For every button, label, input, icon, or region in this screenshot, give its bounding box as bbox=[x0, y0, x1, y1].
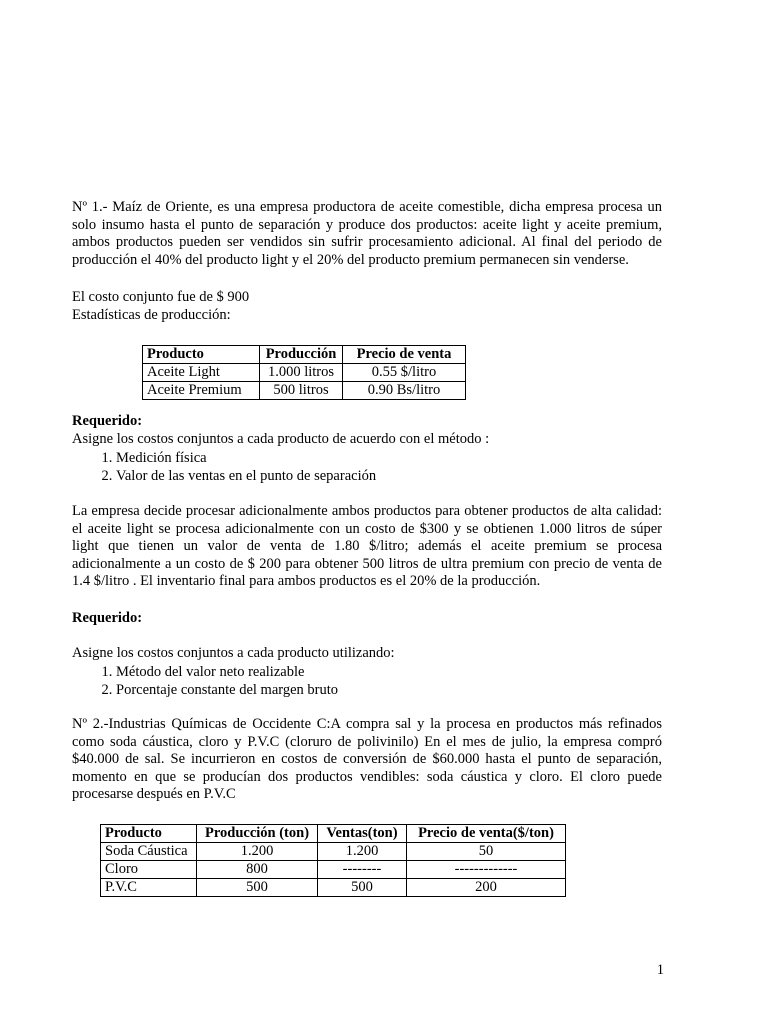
table-row bbox=[101, 843, 566, 861]
list-item: 1. Método del valor neto realizable bbox=[116, 663, 338, 681]
required-instruction-1: Asigne los costos conjuntos a cada producto de acuerdo con el método : bbox=[72, 431, 490, 447]
table-cell: 500 bbox=[318, 879, 407, 897]
table-header: Producto bbox=[143, 346, 260, 364]
table-header: Ventas(ton) bbox=[318, 825, 407, 843]
table-cell: 1.200 bbox=[318, 843, 407, 861]
production-stats-label: Estadísticas de producción: bbox=[72, 307, 231, 323]
table-cell: 1.200 bbox=[197, 843, 318, 861]
table-row bbox=[143, 364, 466, 382]
required-heading-2: Requerido: bbox=[72, 610, 143, 626]
table-cell: ------------- bbox=[407, 861, 566, 879]
table-header: Producción bbox=[260, 346, 343, 364]
table-cell: 500 litros bbox=[260, 382, 343, 400]
joint-cost-line: El costo conjunto fue de $ 900 bbox=[72, 289, 250, 305]
required-instruction-2: Asigne los costos conjuntos a cada producto utilizando: bbox=[72, 645, 395, 661]
list-item: 2. Porcentaje constante del margen bruto bbox=[116, 681, 338, 699]
table-cell: 50 bbox=[407, 843, 566, 861]
table-row bbox=[101, 861, 566, 879]
table-cell: Soda Cáustica bbox=[101, 843, 197, 861]
problem2-intro: Nº 2.-Industrias Químicas de Occidente C:A compra sal y la procesa en productos más refinados como soda cáustica, cloro y P.V.C (cloruro de polivinilo) En el mes de julio, la empresa compró $40.000 de sal. Se incurrieron en costos de conversión de $60.000 hasta el punto de separación, momento en que se producían dos productos vendibles: soda cáustica y cloro. El cloro puede procesarse después en P.V.C bbox=[72, 716, 662, 802]
page-number: 1 bbox=[656, 962, 664, 978]
required-list-2 bbox=[72, 663, 338, 699]
required-heading-1: Requerido: bbox=[72, 413, 143, 429]
table-header: Producción (ton) bbox=[197, 825, 318, 843]
table-cell: Aceite Premium bbox=[143, 382, 260, 400]
table-cell: 200 bbox=[407, 879, 566, 897]
problem1-intro: Nº 1.- Maíz de Oriente, es una empresa productora de aceite comestible, dicha empresa procesa un solo insumo hasta el punto de separación y produce dos productos: aceite light y aceite premium, ambos productos pueden ser vendidos sin sufrir procesamiento adicional. Al final del periodo de producción el 40% del producto light y el 20% del producto premium permanecen sin venderse. bbox=[72, 199, 662, 268]
additional-processing-paragraph: La empresa decide procesar adicionalmente ambos productos para obtener productos de alta calidad: el aceite light se procesa adicionalmente con un costo de $300 y se obtienen 1.000 litros de súper light que tienen un valor de venta de 1.80 $/litro; además el aceite premium se procesa adicionalmente a un costo de $ 200 para obtener 500 litros de ultra premium con precio de venta de 1.4 $/litro . El inventario final para ambos productos es el 20% de la producción. bbox=[72, 503, 662, 589]
required-list-1 bbox=[72, 449, 376, 485]
table-cell: 0.55 $/litro bbox=[343, 364, 466, 382]
table-cell: 0.90 Bs/litro bbox=[343, 382, 466, 400]
list-item: 1. Medición física bbox=[116, 449, 376, 467]
table-header: Producto bbox=[101, 825, 197, 843]
list-item: 2. Valor de las ventas en el punto de separación bbox=[116, 467, 376, 485]
table-cell: 800 bbox=[197, 861, 318, 879]
table-row bbox=[143, 382, 466, 400]
table-cell: 1.000 litros bbox=[260, 364, 343, 382]
table-cell: P.V.C bbox=[101, 879, 197, 897]
production-table-2 bbox=[100, 824, 566, 897]
table-cell: -------- bbox=[318, 861, 407, 879]
table-header-row bbox=[143, 346, 466, 364]
table-header-row bbox=[101, 825, 566, 843]
production-table-1 bbox=[142, 345, 466, 400]
table-cell: Aceite Light bbox=[143, 364, 260, 382]
table-header: Precio de venta($/ton) bbox=[407, 825, 566, 843]
table-row bbox=[101, 879, 566, 897]
table-cell: 500 bbox=[197, 879, 318, 897]
table-header: Precio de venta bbox=[343, 346, 466, 364]
table-cell: Cloro bbox=[101, 861, 197, 879]
